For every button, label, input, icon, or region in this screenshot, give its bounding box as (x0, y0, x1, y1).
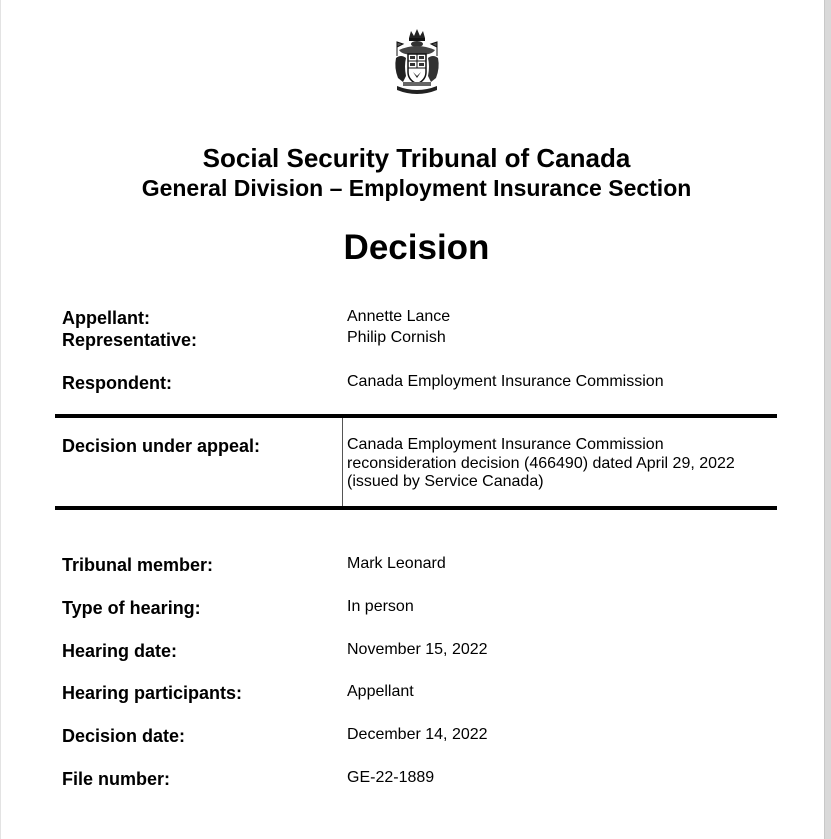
division-subtitle: General Division – Employment Insurance Section (141, 175, 692, 201)
divider-bottom (55, 506, 777, 510)
tribunal-title: Social Security Tribunal of Canada (202, 143, 631, 173)
appeal-line-3: (issued by Service Canada) (347, 473, 544, 490)
type-of-hearing-value: In person (347, 598, 414, 615)
coat-of-arms-icon (391, 28, 443, 98)
appeal-line-2: reconsideration decision (466490) dated April 29, 2022 (347, 455, 735, 472)
decision-date-value: December 14, 2022 (347, 726, 488, 743)
hearing-date-value: November 15, 2022 (347, 641, 488, 658)
hearing-date-label: Hearing date: (62, 641, 178, 661)
type-of-hearing-label: Type of hearing: (62, 598, 201, 618)
appellant-value: Annette Lance (347, 308, 451, 325)
column-divider (342, 418, 343, 506)
divider-top (55, 414, 777, 418)
hearing-participants-value: Appellant (347, 683, 414, 700)
decision-date-label: Decision date: (62, 726, 186, 746)
decision-under-appeal-label: Decision under appeal: (62, 436, 261, 456)
appellant-label: Appellant: (62, 308, 150, 328)
respondent-label: Respondent: (62, 373, 172, 393)
document-type-heading: Decision (343, 228, 490, 267)
file-number-value: GE-22-1889 (347, 769, 435, 786)
representative-label: Representative: (62, 330, 198, 350)
appeal-line-1: Canada Employment Insurance Commission (347, 436, 664, 453)
hearing-participants-label: Hearing participants: (62, 683, 243, 703)
file-number-label: File number: (62, 769, 171, 789)
tribunal-member-label: Tribunal member: (62, 555, 214, 575)
respondent-value: Canada Employment Insurance Commission (347, 373, 664, 390)
tribunal-member-value: Mark Leonard (347, 555, 446, 572)
representative-value: Philip Cornish (347, 329, 446, 346)
